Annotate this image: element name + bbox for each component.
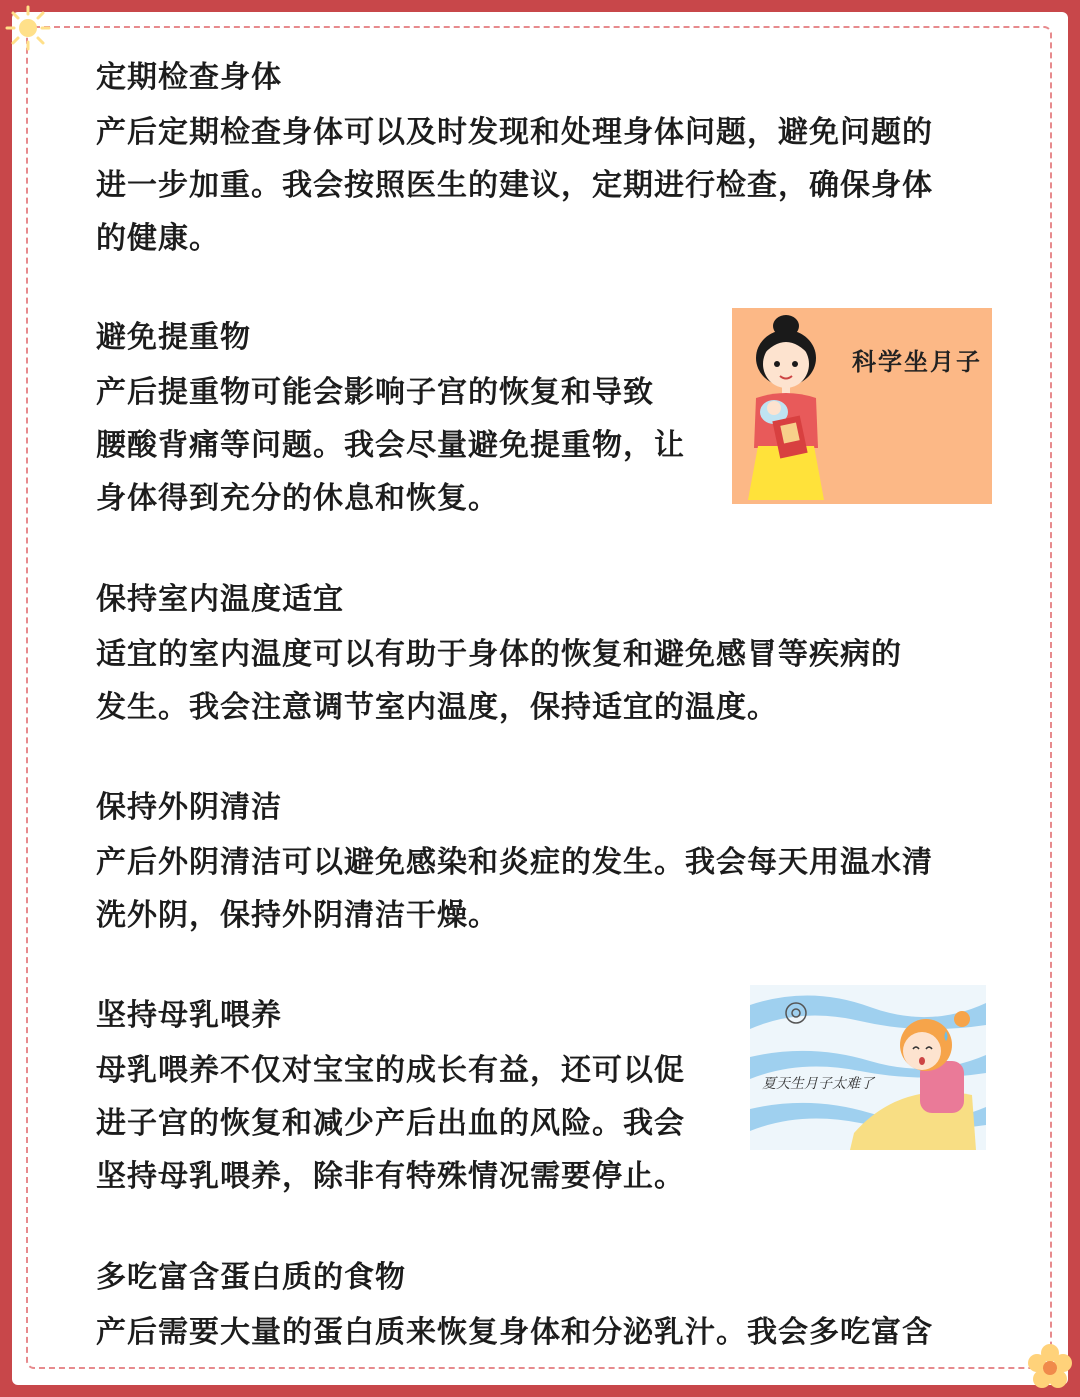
section-title: 避免提重物 bbox=[96, 320, 251, 355]
section-title: 保持外阴清洁 bbox=[96, 790, 282, 825]
section-body bbox=[96, 1306, 933, 1359]
body-line: 母乳喂养不仅对宝宝的成长有益，还可以促 bbox=[96, 1053, 685, 1088]
section-body bbox=[96, 836, 933, 942]
body-line: 产后提重物可能会影响子宫的恢复和导致 bbox=[96, 375, 654, 410]
flower-icon bbox=[1024, 1341, 1076, 1393]
section-body bbox=[96, 1044, 685, 1203]
body-line: 洗外阴，保持外阴清洁干燥。 bbox=[96, 898, 499, 933]
body-line: 进子宫的恢复和减少产后出血的风险。我会 bbox=[96, 1106, 685, 1141]
sun-icon bbox=[4, 4, 52, 52]
body-line: 产后定期检查身体可以及时发现和处理身体问题，避免问题的 bbox=[96, 115, 933, 150]
section-checkup bbox=[96, 58, 933, 265]
mother-figure-icon bbox=[732, 308, 992, 504]
section-body bbox=[96, 106, 933, 265]
body-line: 产后需要大量的蛋白质来恢复身体和分泌乳汁。我会多吃富含 bbox=[96, 1315, 933, 1350]
section-protein bbox=[96, 1258, 933, 1359]
mother-illustration bbox=[732, 308, 992, 504]
section-body bbox=[96, 366, 685, 525]
section-title: 保持室内温度适宜 bbox=[96, 582, 344, 617]
section-hygiene bbox=[96, 788, 933, 942]
illustration-caption: 夏天生月子太难了 bbox=[762, 1076, 874, 1092]
body-line: 产后外阴清洁可以避免感染和炎症的发生。我会每天用温水清 bbox=[96, 845, 933, 880]
body-line: 坚持母乳喂养，除非有特殊情况需要停止。 bbox=[96, 1159, 685, 1194]
section-title: 定期检查身体 bbox=[96, 60, 282, 95]
section-breastfeeding bbox=[96, 996, 685, 1203]
section-room-temperature bbox=[96, 580, 902, 734]
body-line: 腰酸背痛等问题。我会尽量避免提重物，让 bbox=[96, 428, 685, 463]
body-line: 的健康。 bbox=[96, 221, 220, 256]
body-line: 发生。我会注意调节室内温度，保持适宜的温度。 bbox=[96, 690, 778, 725]
body-line: 进一步加重。我会按照医生的建议，定期进行检查，确保身体 bbox=[96, 168, 933, 203]
illustration-caption: 科学坐月子 bbox=[852, 348, 982, 376]
body-line: 身体得到充分的休息和恢复。 bbox=[96, 481, 499, 516]
section-title: 坚持母乳喂养 bbox=[96, 998, 282, 1033]
section-title: 多吃富含蛋白质的食物 bbox=[96, 1260, 406, 1295]
section-body bbox=[96, 628, 902, 734]
summer-scene-icon bbox=[750, 985, 986, 1150]
section-avoid-lifting bbox=[96, 318, 685, 525]
body-line: 适宜的室内温度可以有助于身体的恢复和避免感冒等疾病的 bbox=[96, 637, 902, 672]
summer-illustration bbox=[750, 985, 986, 1150]
